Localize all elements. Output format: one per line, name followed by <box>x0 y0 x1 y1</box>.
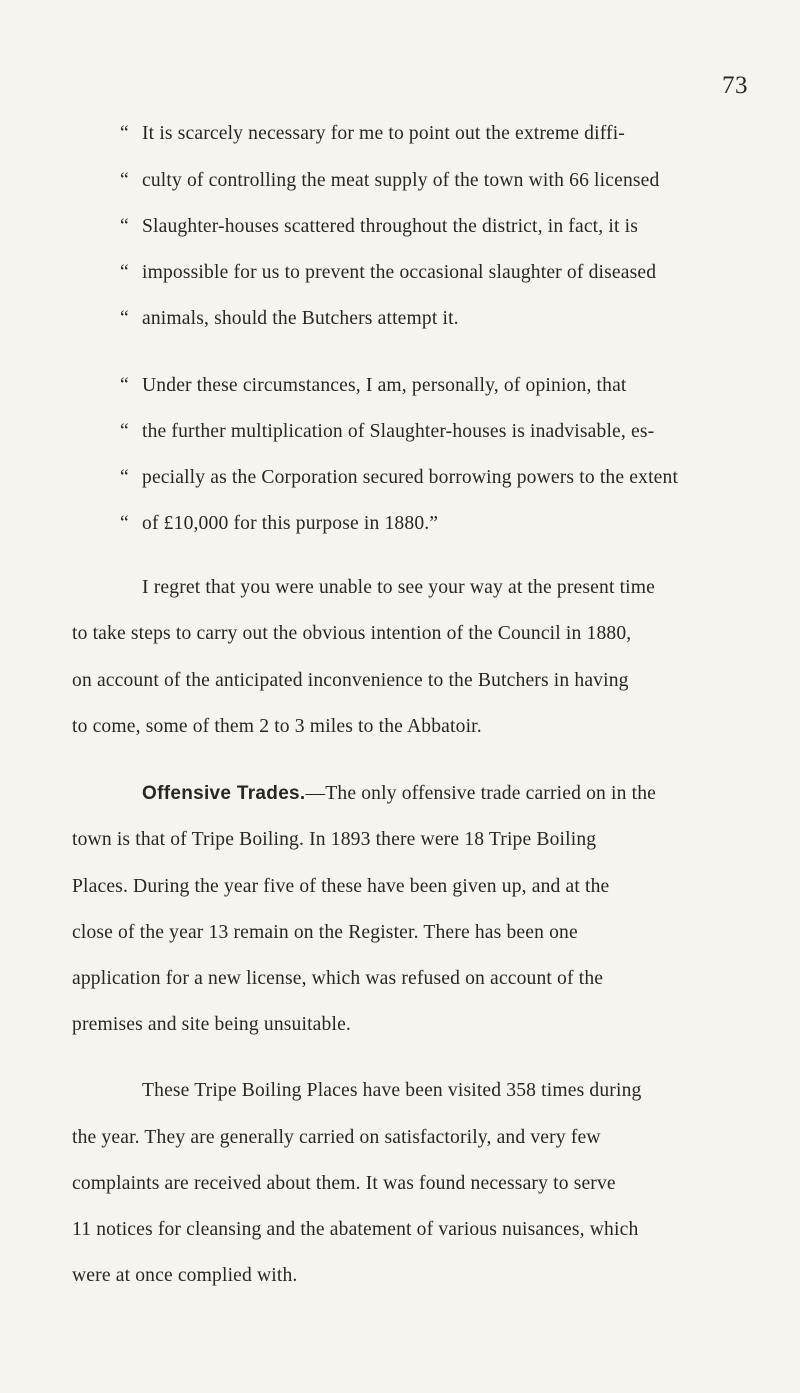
quote-mark: “ <box>120 513 129 534</box>
quote-line <box>120 261 656 285</box>
paragraph-line: 11 notices for cleansing and the abatement of various nuisances, which <box>72 1219 639 1240</box>
quote-mark: “ <box>120 421 129 442</box>
quote-mark: “ <box>120 262 129 283</box>
quote-line <box>120 374 627 398</box>
paragraph-line: to come, some of them 2 to 3 miles to the Abbatoir. <box>72 716 482 737</box>
quote-line <box>120 466 678 490</box>
quote-mark: “ <box>120 170 129 191</box>
paragraph-line: on account of the anticipated inconvenience to the Butchers in having <box>72 670 629 691</box>
paragraph-line: I regret that you were unable to see your way at the present time <box>142 577 656 598</box>
section-heading: Offensive Trades. <box>142 783 306 804</box>
quote-text: pecially as the Corporation secured borrowing powers to the extent <box>142 467 679 488</box>
paragraph-line: to take steps to carry out the obvious intention of the Council in 1880, <box>72 623 632 644</box>
quote-text: the further multiplication of Slaughter-houses is inadvisable, es- <box>142 421 655 442</box>
quote-mark: “ <box>120 308 129 329</box>
paragraph-line: premises and site being unsuitable. <box>72 1014 351 1035</box>
paragraph-line: town is that of Tripe Boiling. In 1893 there were 18 Tripe Boiling <box>72 829 597 850</box>
paragraph-line: complaints are received about them. It was found necessary to serve <box>72 1173 616 1194</box>
paragraph-line: were at once complied with. <box>72 1265 298 1286</box>
quote-mark: “ <box>120 375 129 396</box>
quote-line <box>120 169 659 193</box>
paragraph-line: These Tripe Boiling Places have been visited 358 times during <box>142 1080 642 1101</box>
quote-text: of £10,000 for this purpose in 1880.” <box>142 513 439 534</box>
quote-line <box>120 512 438 536</box>
quote-line <box>120 307 459 331</box>
quote-line <box>120 215 638 239</box>
quote-line <box>120 420 654 444</box>
quote-text: animals, should the Butchers attempt it. <box>142 308 459 329</box>
quote-text: It is scarcely necessary for me to point out the extreme diffi- <box>142 123 625 144</box>
paragraph-line: Places. During the year five of these have been given up, and at the <box>72 876 610 897</box>
paragraph-line: close of the year 13 remain on the Register. There has been one <box>72 922 578 943</box>
quote-text: Slaughter-houses scattered throughout the district, in fact, it is <box>142 216 638 237</box>
paragraph-line: the year. They are generally carried on satisfactorily, and very few <box>72 1127 601 1148</box>
quote-line <box>120 122 625 146</box>
offensive-first-line <box>142 782 656 806</box>
page-number: 73 <box>722 72 748 99</box>
quote-text: impossible for us to prevent the occasional slaughter of diseased <box>142 262 657 283</box>
quote-mark: “ <box>120 123 129 144</box>
paragraph-line: application for a new license, which was refused on account of the <box>72 968 604 989</box>
quote-mark: “ <box>120 216 129 237</box>
quote-text: Under these circumstances, I am, personally, of opinion, that <box>142 375 627 396</box>
paragraph-text: —The only offensive trade carried on in the <box>305 783 657 804</box>
quote-mark: “ <box>120 467 129 488</box>
quote-text: culty of controlling the meat supply of the town with 66 licensed <box>142 170 660 191</box>
